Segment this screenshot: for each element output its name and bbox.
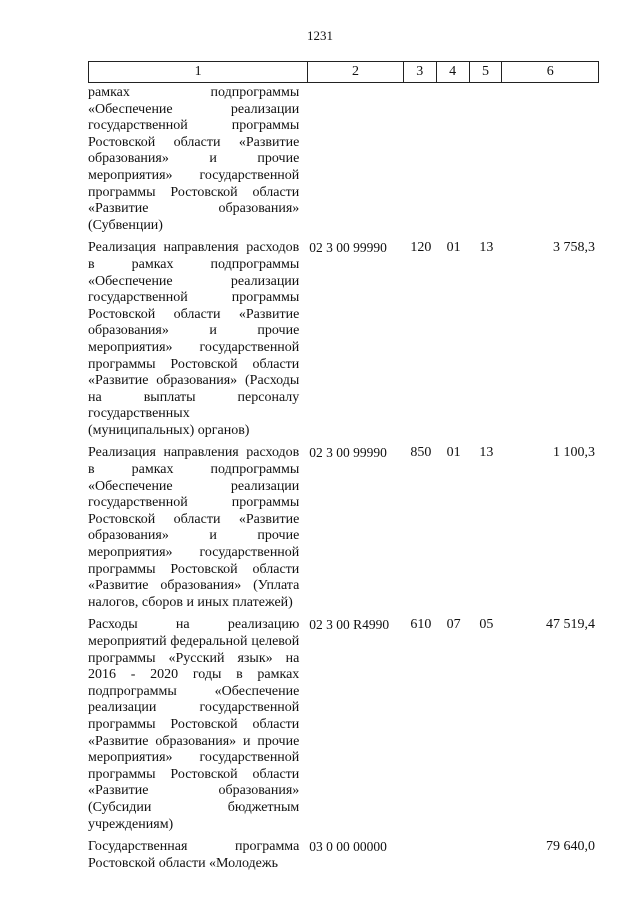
row-code: 03 0 00 00000: [309, 839, 387, 855]
row-code: 02 3 00 99990: [309, 445, 387, 461]
row-col-5: 05: [479, 617, 494, 633]
header-col-2: 2: [307, 62, 403, 82]
row-amount: 79 640,0: [545, 839, 595, 855]
row-col-4: 07: [446, 617, 461, 633]
row-col-3: [405, 85, 438, 234]
row-amount: 47 519,4: [545, 617, 595, 633]
row-code: [305, 85, 404, 234]
row-code: 02 3 00 R4990: [309, 617, 390, 633]
table-row: [88, 839, 599, 872]
row-col-3: 850: [410, 445, 432, 461]
row-col-4: [437, 85, 470, 234]
table-row: [88, 617, 599, 833]
row-amount: 1 100,3: [552, 445, 595, 461]
row-col-5: 13: [479, 445, 494, 461]
row-description: рамках подпрограммы «Обеспечение реализации государственной программы Ростовской области «Развитие образования» и прочие мероприятия» государственной программы Ростовской области «Развитие образования» (Субвенции): [88, 85, 300, 233]
header-col-1: 1: [194, 64, 202, 79]
row-amount: [503, 85, 599, 234]
row-col-3: 120: [410, 240, 432, 256]
table-body: [88, 85, 599, 878]
row-amount: 3 758,3: [552, 240, 595, 256]
row-col-3: 610: [410, 617, 432, 633]
page-number: 1231: [307, 28, 333, 43]
row-col-4: [437, 839, 470, 872]
table-header: [88, 61, 599, 83]
row-col-4: 01: [446, 445, 461, 461]
row-col-5: [470, 839, 503, 872]
table-row: [88, 85, 599, 234]
row-description: Государственная программа Ростовской области «Молодежь: [88, 839, 300, 871]
header-col-5: 5: [469, 62, 502, 82]
row-col-5: [470, 85, 503, 234]
header-col-6: 6: [501, 62, 598, 82]
table-row: [88, 445, 599, 611]
row-col-3: [405, 839, 438, 872]
row-description: Расходы на реализацию мероприятий федеральной целевой программы «Русский язык» на 2016 - 2020 годы в рамках подпрограммы «Обеспечение реализации государственной программы Ростовской области «Развитие образования» и прочие мероприятия» государственной программы Ростовской области «Развитие образования» (Субсидии бюджетным учреждениям): [88, 617, 300, 832]
row-description: Реализация направления расходов в рамках подпрограммы «Обеспечение реализации государственной программы Ростовской области «Развитие образования» и прочие мероприятия» государственной программы Ростовской области «Развитие образования» (Расходы на выплаты персоналу государственных (муниципальных) органов): [88, 240, 300, 438]
table-row: [88, 240, 599, 439]
row-code: 02 3 00 99990: [309, 240, 387, 256]
header-col-3: 3: [403, 62, 436, 82]
row-description: Реализация направления расходов в рамках подпрограммы «Обеспечение реализации государственной программы Ростовской области «Развитие образования» и прочие мероприятия» государственной программы Ростовской области «Развитие образования» (Уплата налогов, сборов и иных платежей): [88, 445, 300, 610]
row-col-5: 13: [479, 240, 494, 256]
row-col-4: 01: [446, 240, 461, 256]
header-col-4: 4: [436, 62, 469, 82]
